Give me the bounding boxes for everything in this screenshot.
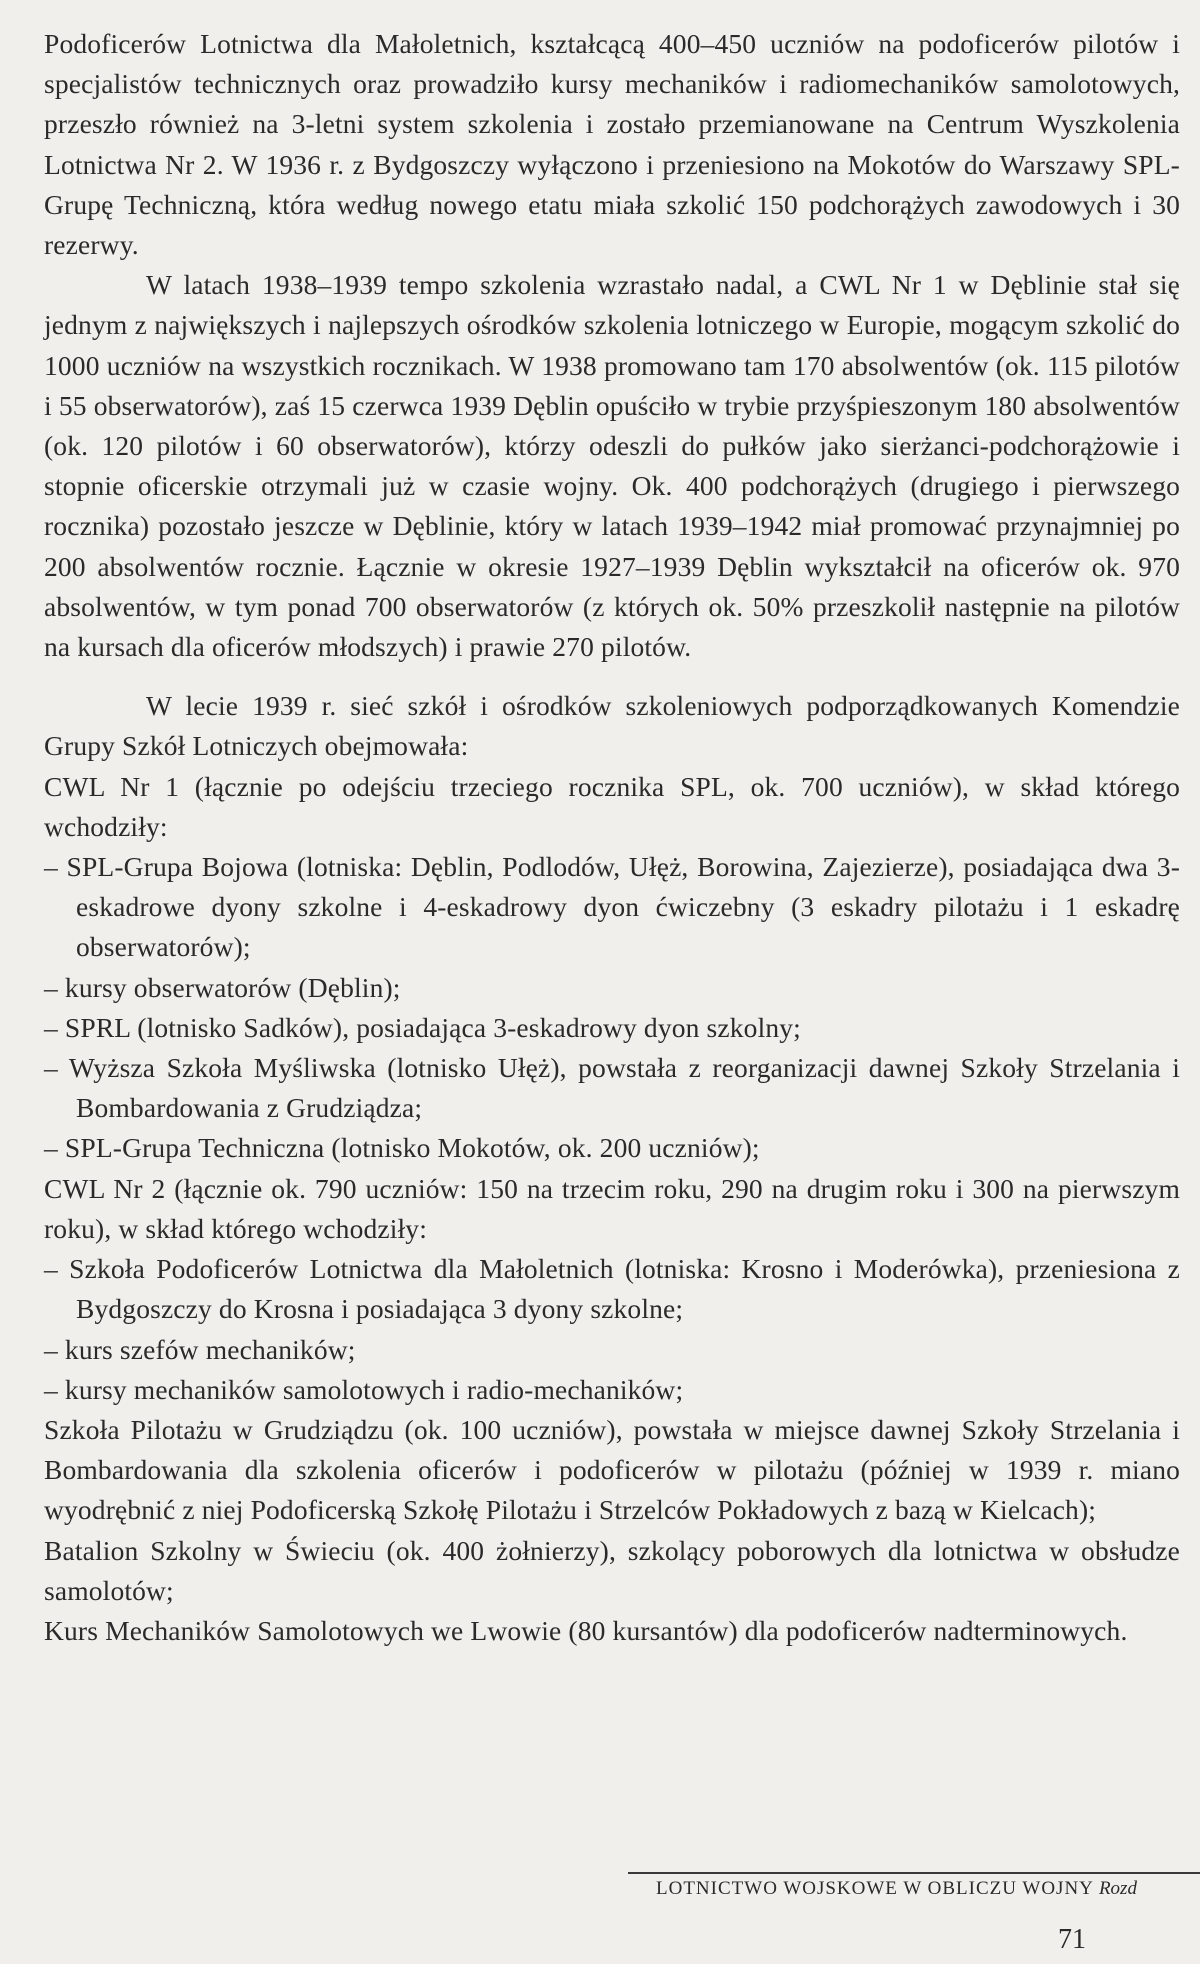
list-item: – SPRL (lotnisko Sadków), posiadająca 3-eskadrowy dyon szkolny; [44,1011,801,1043]
list-item: – SPL-Grupa Bojowa (lotniska: Dęblin, Podlodów, Ułęż, Borowina, Zajezierze), posiadająca dwa 3-eskadrowe dyony szkolne i 4-eskadrowy dyon ćwiczebny (3 eskadry pilotażu i 1 eskadrę obserwatorów); [44,851,1180,963]
list-heading: CWL Nr 2 (łącznie ok. 790 uczniów: 150 na trzecim roku, 290 na drugim roku i 300 na pierwszym roku), w skład którego wchodziły: [44,1172,1180,1244]
paragraph: W lecie 1939 r. sieć szkół i ośrodków szkoleniowych podporządkowanych Komendzie Grupy Szkół Lotniczych obejmowała: [44,690,1180,762]
paragraph: Szkoła Pilotażu w Grudziądzu (ok. 100 uczniów), powstała w miejsce dawnej Szkoły Strzelania i Bombardowania dla szkolenia oficerów i podoficerów w pilotażu (później w 1939 r. miano wyodrębnić z niej Podoficerską Szkołę Pilotażu i Strzelców Pokładowych z bazą w Kielcach); [44,1413,1180,1526]
list-heading: CWL Nr 1 (łącznie po odejściu trzeciego rocznika SPL, ok. 700 uczniów), w skład którego wchodziły: [44,770,1180,842]
list-item: – Szkoła Podoficerów Lotnictwa dla Małoletnich (lotniska: Krosno i Moderówka), przeniesiona z Bydgoszczy do Krosna i posiadająca 3 dyony szkolne; [44,1253,1180,1325]
running-head [656,1878,1200,1900]
list-item: – kurs szefów mechaników; [44,1333,356,1365]
body-text [44,24,1180,1651]
running-head-title: LOTNICTWO WOJSKOWE W OBLICZU WOJNY [656,1878,1094,1899]
paragraph-continuation: Podoficerów Lotnictwa dla Małoletnich, kształcącą 400–450 uczniów na podoficerów pilotów i specjalistów technicznych oraz prowadziło kursy mechaników i radiomechaników samolotowych, przeszło również na 3-letni system szkolenia i zostało przemianowane na Centrum Wyszkolenia Lotnictwa Nr 2. W 1936 r. z Bydgoszczy wyłączono i przeniesiono na Mokotów do Warszawy SPL-Grupę Techniczną, która według nowego etatu miała szkolić 150 podchorążych zawodowych i 30 rezerwy. [44,28,1180,261]
paragraph: W latach 1938–1939 tempo szkolenia wzrastało nadal, a CWL Nr 1 w Dęblinie stał się jednym z największych i najlepszych ośrodków szkolenia lotniczego w Europie, mogącym szkolić do 1000 uczniów na wszystkich rocznikach. W 1938 promowano tam 170 absolwentów (ok. 115 pilotów i 55 obserwatorów), zaś 15 czerwca 1939 Dęblin opuściło w trybie przyśpieszonym 180 absolwentów (ok. 120 pilotów i 60 obserwatorów), którzy odeszli do pułków jako sierżanci-podchorążowie i stopnie oficerskie otrzymali już w czasie wojny. Ok. 400 podchorążych (drugiego i pierwszego rocznika) pozostało jeszcze w Dęblinie, który w latach 1939–1942 miał promować przynajmniej po 200 absolwentów rocznie. Łącznie w okresie 1927–1939 Dęblin wykształcił na oficerów ok. 970 absolwentów, w tym ponad 700 obserwatorów (z których ok. 50% przeszkolił następnie na pilotów na kursach dla oficerów młodszych) i prawie 270 pilotów. [44,269,1180,663]
page-number: 71 [1058,1924,1086,1955]
list-item: – Wyższa Szkoła Myśliwska (lotnisko Ułęż), powstała z reorganizacji dawnej Szkoły Strzelania i Bombardowania z Grudziądza; [44,1052,1180,1124]
paragraph: Batalion Szkolny w Świeciu (ok. 400 żołnierzy), szkolący poborowych dla lotnictwa w obsłudze samolotów; [44,1534,1180,1606]
paragraph: Kurs Mechaników Samolotowych we Lwowie (80 kursantów) dla podoficerów nadterminowych. [44,1614,1128,1646]
running-head-chapter: Rozd [1098,1878,1137,1899]
footer-rule [628,1872,1200,1874]
list-item: – kursy obserwatorów (Dęblin); [44,971,401,1003]
list-item: – kursy mechaników samolotowych i radio-mechaników; [44,1373,684,1405]
list-item: – SPL-Grupa Techniczna (lotnisko Mokotów, ok. 200 uczniów); [44,1132,760,1164]
